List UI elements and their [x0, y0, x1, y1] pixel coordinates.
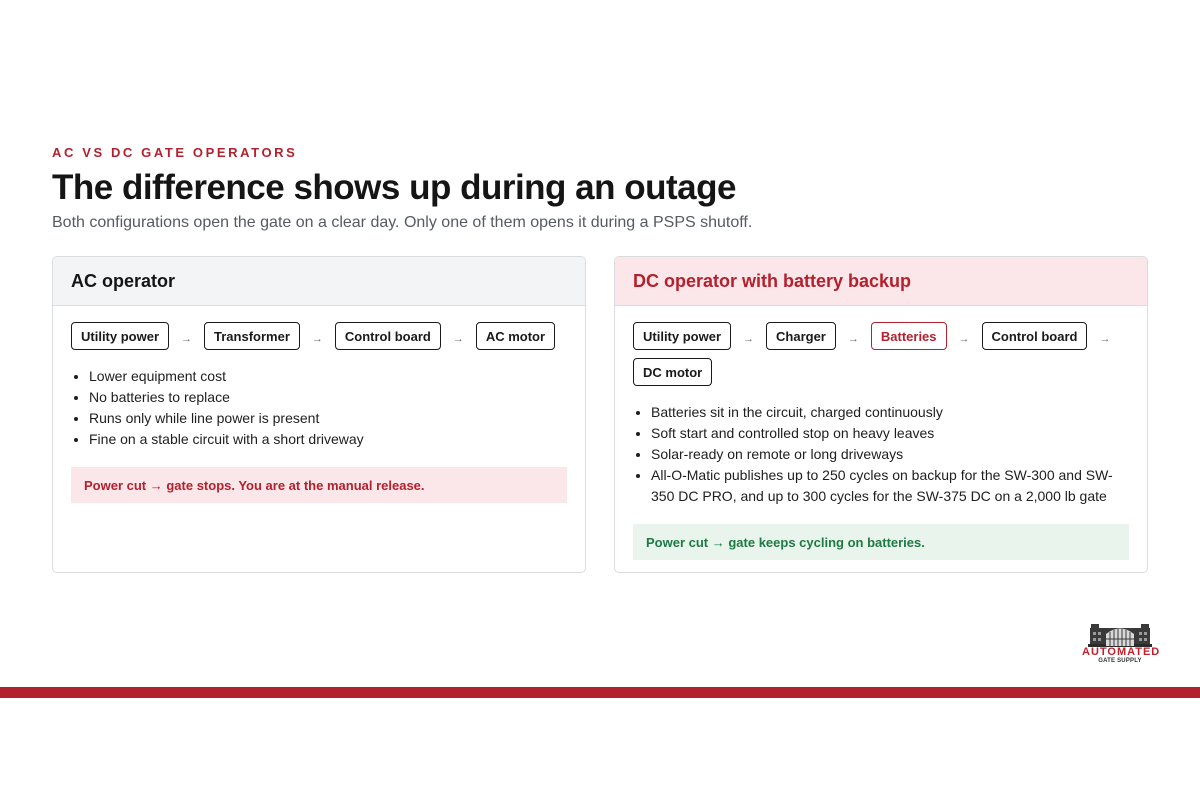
list-item: • Batteries sit in the circuit, charged continuously: [651, 402, 1129, 423]
dc-benefits-list: [633, 402, 1129, 507]
brand-logo: [1082, 620, 1161, 668]
dc-card-title: DC operator with battery backup: [615, 257, 1147, 306]
flow-node-control-board: Control board: [982, 322, 1088, 350]
flow-arrow: →: [452, 333, 464, 345]
flow-node-transformer: Transformer: [204, 322, 300, 350]
logo-tagline: GATE SUPPLY: [1098, 658, 1142, 664]
flow-node-ac-motor: AC motor: [476, 322, 555, 350]
flow-node-utility-power: Utility power: [633, 322, 731, 350]
list-item: • Fine on a stable circuit with a short driveway: [89, 429, 567, 450]
list-item: • All-O-Matic publishes up to 250 cycles on backup for the SW-300 and SW-350 DC PRO, and up to 300 cycles for the SW-375 DC on a 2,000 lb gate: [651, 465, 1129, 507]
logo-wordmark: AUTOMATED: [1082, 646, 1161, 658]
flow-arrow: →: [181, 333, 193, 345]
flow-node-batteries: Batteries: [871, 322, 947, 350]
dc-power-flow: [633, 322, 1129, 386]
flow-arrow: →: [847, 333, 859, 345]
ac-benefits-list: [71, 366, 567, 450]
ac-card-title: AC operator: [53, 257, 585, 306]
gate-building-icon: [1082, 620, 1158, 648]
list-item: • Runs only while line power is present: [89, 408, 567, 429]
eyebrow: AC VS DC GATE OPERATORS: [52, 145, 298, 160]
flow-arrow: →: [311, 333, 323, 345]
footer-accent-bar: [0, 687, 1200, 698]
flow-node-charger: Charger: [766, 322, 836, 350]
flow-node-control-board: Control board: [335, 322, 441, 350]
ac-outage-callout: Power cut → gate stops. You are at the manual release.: [71, 467, 567, 503]
list-item: • Lower equipment cost: [89, 366, 567, 387]
page-subtitle: Both configurations open the gate on a clear day. Only one of them opens it during a PSPS shutoff.: [52, 214, 753, 231]
flow-arrow: →: [958, 333, 970, 345]
list-item: • Solar-ready on remote or long driveways: [651, 444, 1129, 465]
flow-node-dc-motor: DC motor: [633, 358, 712, 386]
flow-node-utility-power: Utility power: [71, 322, 169, 350]
ac-operator-card: [52, 256, 586, 573]
flow-arrow: →: [743, 333, 755, 345]
dc-operator-card: [614, 256, 1148, 573]
list-item: • Soft start and controlled stop on heavy leaves: [651, 423, 1129, 444]
dc-outage-callout: Power cut → gate keeps cycling on batteries.: [633, 524, 1129, 560]
ac-power-flow: [71, 322, 567, 350]
flow-arrow: →: [1099, 333, 1111, 345]
list-item: • No batteries to replace: [89, 387, 567, 408]
page-title: The difference shows up during an outage: [52, 168, 736, 207]
